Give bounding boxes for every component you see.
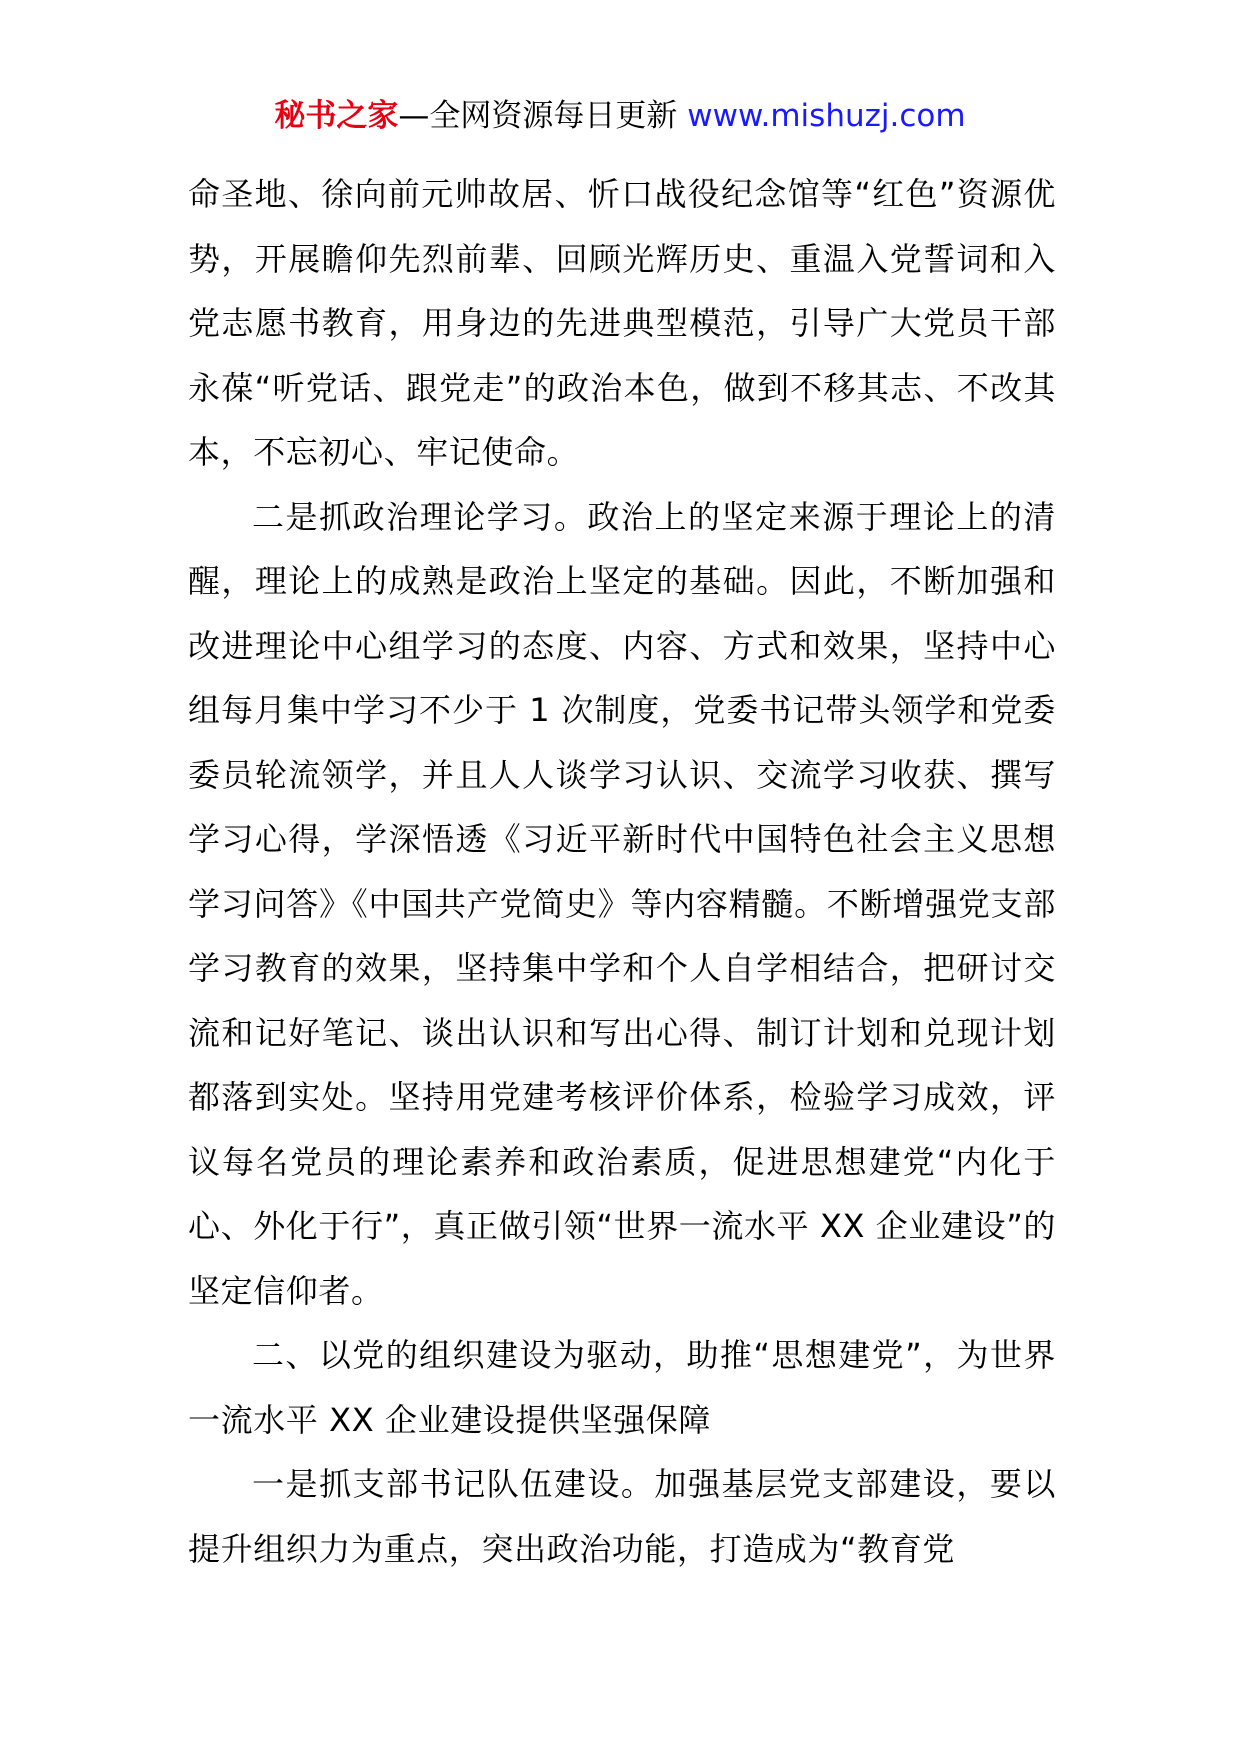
document-body bbox=[188, 162, 1056, 1581]
paragraph-continuation: 命圣地、徐向前元帅故居、忻口战役纪念馆等“红色”资源优势，开展瞻仰先烈前辈、回顾光辉历史、重温入党誓词和入党志愿书教育，用身边的先进典型模范，引导广大党员干部永葆“听党话、跟党走”的政治本色，做到不移其志、不改其本，不忘初心、牢记使命。 bbox=[188, 175, 1056, 471]
paragraph-political-theory: 二是抓政治理论学习。政治上的坚定来源于理论上的清醒，理论上的成熟是政治上坚定的基础。因此，不断加强和改进理论中心组学习的态度、内容、方式和效果，坚持中心组每月集中学习不少于 1 次制度，党委书记带头领学和党委委员轮流领学，并且人人谈学习认识、交流学习收获、撰写学习心得，学深悟透《习近平新时代中国特色社会主义思想学习问答》《中国共产党简史》等内容精髓。不断增强党支部学习教育的效果，坚持集中学和个人自学相结合，把研讨交流和记好笔记、谈出认识和写出心得、制订计划和兑现计划都落到实处。坚持用党建考核评价体系，检验学习成效，评议每名党员的理论素养和政治素质，促进思想建党“内化于心、外化于行”，真正做引领“世界一流水平 XX 企业建设”的坚定信仰者。 bbox=[188, 497, 1056, 1310]
site-url-link[interactable]: www.mishuzj.com bbox=[687, 98, 966, 134]
paragraph-branch-secretary: 一是抓支部书记队伍建设。加强基层党支部建设，要以提升组织力为重点，突出政治功能，打造成为“教育党 bbox=[188, 1465, 1056, 1568]
header-tagline: —全网资源每日更新 bbox=[398, 98, 688, 134]
site-header bbox=[0, 96, 1240, 136]
section-heading-organization: 二、以党的组织建设为驱动，助推“思想建党”，为世界一流水平 XX 企业建设提供坚强保障 bbox=[188, 1336, 1056, 1439]
brand-name: 秘书之家 bbox=[274, 98, 399, 134]
